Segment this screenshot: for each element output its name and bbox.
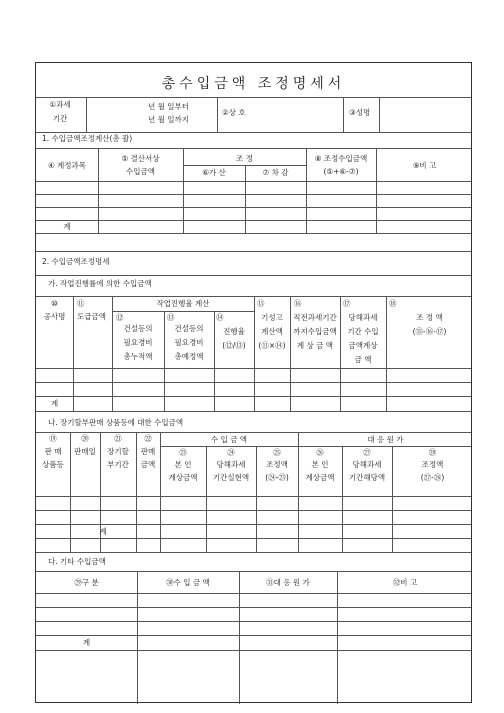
col-project: 공사명 [43,312,66,321]
sec-b-total: 계 [99,527,107,536]
period-to: 년 월 일까지 [148,115,189,124]
col-cost-group: 대 응 원 가 [367,435,404,444]
subsection-a-title: 가. 작업진행률에 의한 수입금액 [48,279,152,288]
period-label-2: 기간 [52,114,68,123]
section-1-title: 1. 수입금액조정계산(총 괄) [42,134,133,143]
col-result: ⑧ 조정수입금액 [314,154,368,163]
section-2-title: 2. 수입금액조정명세 [42,257,110,266]
col-goods: 판 매 [44,447,62,456]
subsection-b-title: 나. 장기할부판매 상품등에 대한 수입금액 [48,418,184,427]
col-note: ⑨비 고 [412,161,437,170]
col-income-group: 수 입 금 액 [210,435,248,444]
divider [36,97,471,98]
col-account: ④ 계정과목 [47,161,87,170]
col-sale-date: 판매일 [74,447,96,456]
period-label: ①과세 [49,100,71,109]
col-book: ⑤ 결산서상 [121,154,160,163]
page-title: 총수입금액 조정명세서 [161,76,346,92]
col-category: ㉙구 분 [74,578,99,587]
subsection-c-title: 다. 기타 수입금액 [48,557,106,566]
period-from: 년 월 일부터 [148,102,189,111]
col-add: ⑥가 산 [202,168,226,177]
company-label: ②상 호 [222,108,246,117]
col-installment: 장기할 [107,447,129,456]
col-income: ㉚수 입 금 액 [166,578,210,587]
col-adjust: 조 정 [236,154,253,163]
col-remark: ㉜비 고 [392,578,418,587]
form-sheet: 총수입금액 조정명세서 ①과세 기간 년 월 일부터 년 월 일까지 ②상 호 ③성명 1. 수입금액조정계산(총 괄) ④ 계정과목 ⑤ 결산서상 수입금액 조 정 ⑥가 산 ⑦ 차 감 ⑧ 조정수입금액 (⑤+⑥-⑦) ⑨비 고 계 2. 수입금액조정명세 가. 작업진행률에 의한 수입금액 ⑩ 공사명 ⑪ 도급금액 작업진행율 계산 ⑫ 건설등의 필요경비 총누적액 ⑬ 건설등의 필요경비 총예정액 ⑭ 진행율 (⑫/⑬) ⑮ 기성고 계산액 (⑪×⑭) ⑯ 직전과세기간 까지수입금액 계 상 금 액 ⑰ 당해과세 기간 수입 금액계상 금 액 ⑱ 조 정 액 (⑮-⑯-⑰) 계 나. 장기할부판매 상품등에 대한 수입금액 ⑲ 판 매 상품등 ⑳ 판매일 ㉑ 장기할 부기간 ㉒ 판매 금액 수 입 금 액 대 응 원 가 ㉓ 본 인 계상금액 ㉔ 당해과세 기간실현액 ㉕ 조정액 (㉔-㉓) ㉖ 본 인 계상금액 ㉗ 당해과세 기간해당액 ㉘ 조정액 (㉗-㉖) 계 다. 기타 수입금액 ㉙구 분 ㉚수 입 금 액 ㉛대 응 원 가 ㉜비 고 계 [35,62,472,703]
name-label: ③성명 [349,108,371,117]
sec1-total: 계 [63,222,71,231]
sec-a-total: 계 [50,399,59,408]
sec-c-total: 계 [82,638,91,647]
col-progress: 작업진행율 계산 [156,299,210,308]
col-contract: 도급금액 [77,312,106,321]
col-cost: ㉛대 응 원 가 [266,578,310,587]
col-sale-amount: 판매 [140,447,156,456]
col-sub: ⑦ 차 감 [262,168,289,177]
